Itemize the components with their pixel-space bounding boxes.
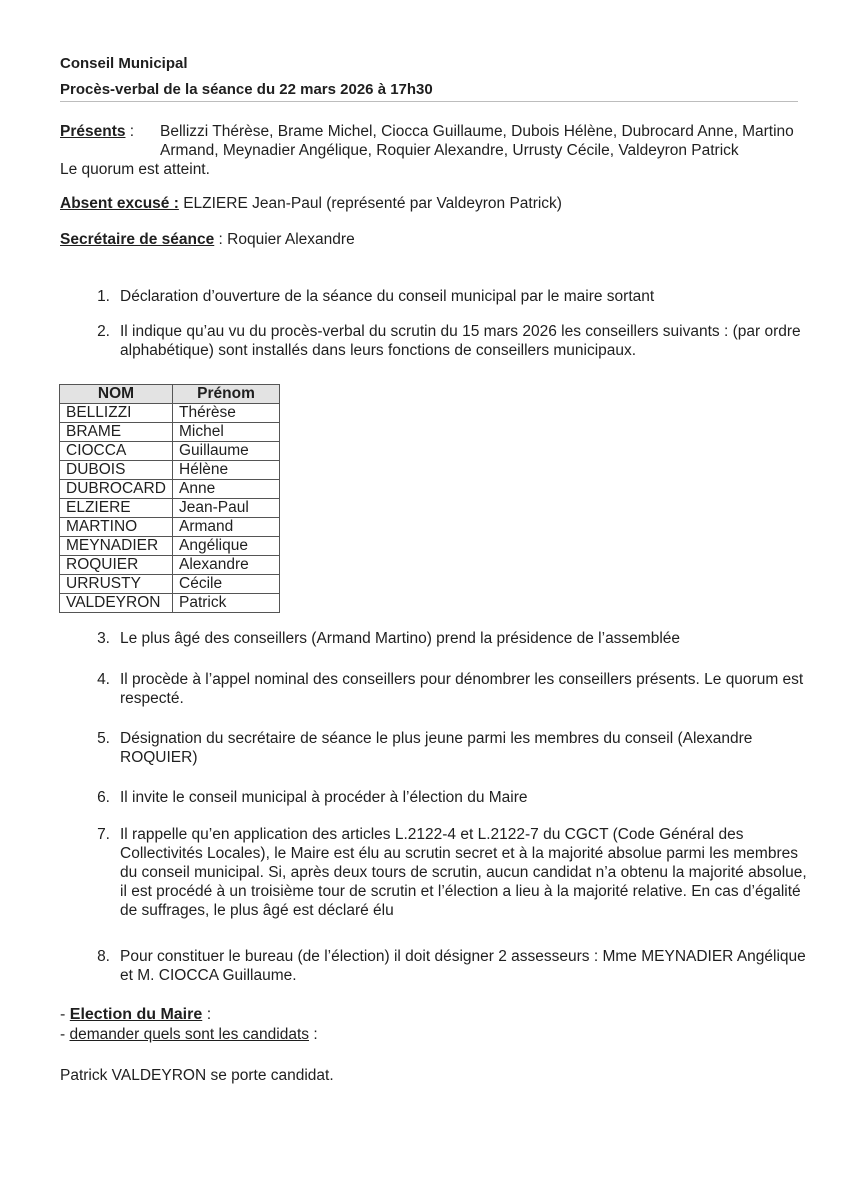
item-number: 3.: [97, 630, 110, 647]
cell-prenom: Patrick: [173, 594, 280, 613]
item-number: 5.: [97, 730, 110, 747]
cell-nom: URRUSTY: [60, 575, 173, 594]
item-number: 4.: [97, 671, 110, 688]
presents-label: Présents: [60, 123, 126, 140]
list-item: [80, 287, 810, 306]
cell-prenom: Armand: [173, 518, 280, 537]
item-number: 1.: [97, 288, 110, 305]
cell-nom: BRAME: [60, 423, 173, 442]
list-item: [80, 788, 810, 807]
councillors-table: [59, 384, 280, 613]
cell-prenom: Anne: [173, 480, 280, 499]
election-dash: -: [60, 1006, 70, 1023]
item-text: Pour constituer le bureau (de l’élection) il doit désigner 2 assesseurs : Mme MEYNADIER Angélique et M. CIOCCA Guillaume.: [120, 948, 806, 984]
absent-line: [60, 194, 562, 213]
presents-sep: :: [125, 123, 135, 140]
item-text: Il invite le conseil municipal à procéder à l’élection du Maire: [120, 789, 528, 806]
cell-nom: ELZIERE: [60, 499, 173, 518]
cell-nom: DUBROCARD: [60, 480, 173, 499]
presents-label-line: [60, 122, 134, 141]
col-header-nom: NOM: [60, 385, 173, 404]
list-item: [80, 729, 810, 767]
presents-line-2: Armand, Meynadier Angélique, Roquier Alexandre, Urrusty Cécile, Valdeyron Patrick: [160, 142, 739, 159]
cell-prenom: Hélène: [173, 461, 280, 480]
list-item: [80, 670, 810, 708]
item-text: Il indique qu’au vu du procès-verbal du scrutin du 15 mars 2026 les conseillers suivants : (par ordre alphabétique) sont installés dans leurs fonctions de conseillers municipaux.: [120, 323, 801, 359]
cell-prenom: Thérèse: [173, 404, 280, 423]
presents-list: [160, 122, 810, 160]
absent-text: ELZIERE Jean-Paul (représenté par Valdeyron Patrick): [178, 195, 562, 212]
ask-candidates-line: [60, 1025, 318, 1044]
absent-label: Absent excusé :: [60, 195, 179, 212]
item-number: 7.: [97, 826, 110, 843]
cell-prenom: Jean-Paul: [173, 499, 280, 518]
table-row: [60, 518, 280, 537]
list-item: [80, 947, 810, 985]
table-row: [60, 499, 280, 518]
item-number: 2.: [97, 323, 110, 340]
cell-prenom: Michel: [173, 423, 280, 442]
table-row: [60, 404, 280, 423]
cell-nom: DUBOIS: [60, 461, 173, 480]
item-number: 6.: [97, 789, 110, 806]
list-item: [80, 629, 810, 648]
item-text: Désignation du secrétaire de séance le plus jeune parmi les membres du conseil (Alexandre ROQUIER): [120, 730, 753, 766]
table-header-row: [60, 385, 280, 404]
table-row: [60, 556, 280, 575]
quorum-text: Le quorum est atteint.: [60, 161, 210, 178]
cell-prenom: Guillaume: [173, 442, 280, 461]
election-label: Election du Maire: [69, 1006, 203, 1023]
cell-nom: CIOCCA: [60, 442, 173, 461]
cell-prenom: Alexandre: [173, 556, 280, 575]
election-suffix: :: [202, 1006, 212, 1023]
table-row: [60, 423, 280, 442]
ask-dash: -: [60, 1026, 70, 1043]
cell-prenom: Angélique: [173, 537, 280, 556]
document-title: Procès-verbal de la séance du 22 mars 2026 à 17h30: [60, 81, 433, 98]
org-name: Conseil Municipal: [60, 55, 188, 72]
table-row: [60, 480, 280, 499]
list-item: [80, 825, 810, 920]
item-number: 8.: [97, 948, 110, 965]
cell-nom: BELLIZZI: [60, 404, 173, 423]
ask-suffix: :: [309, 1026, 318, 1043]
candidate-text: Patrick VALDEYRON se porte candidat.: [60, 1067, 334, 1084]
election-heading: [60, 1005, 211, 1024]
cell-nom: MARTINO: [60, 518, 173, 537]
item-text: Il procède à l’appel nominal des conseillers pour dénombrer les conseillers présents. Le quorum est respecté.: [120, 671, 804, 707]
secretaire-line: [60, 230, 355, 249]
cell-nom: ROQUIER: [60, 556, 173, 575]
cell-prenom: Cécile: [173, 575, 280, 594]
cell-nom: VALDEYRON: [60, 594, 173, 613]
secretaire-label: Secrétaire de séance: [60, 231, 215, 248]
item-text: Il rappelle qu’en application des articles L.2122-4 et L.2122-7 du CGCT (Code Général des Collectivités Locales), le Maire est élu au scrutin secret et à la majorité absolue parmi les membres du conseil municipal. Si, après deux tours de scrutin, aucun candidat n’a obtenu la majorité absolue, il est procédé à un troisième tour de scrutin et l’élection a lieu à la majorité relative. En cas d’égalité de suffrages, le plus âgé est déclaré élu: [120, 826, 807, 919]
table-row: [60, 461, 280, 480]
table-row: [60, 575, 280, 594]
header-divider: [60, 101, 798, 102]
presents-line-1: Bellizzi Thérèse, Brame Michel, Ciocca Guillaume, Dubois Hélène, Dubrocard Anne, Martino: [160, 123, 794, 140]
table-row: [60, 594, 280, 613]
item-text: Le plus âgé des conseillers (Armand Martino) prend la présidence de l’assemblée: [120, 630, 681, 647]
cell-nom: MEYNADIER: [60, 537, 173, 556]
table-row: [60, 537, 280, 556]
ask-candidates: demander quels sont les candidats: [69, 1026, 310, 1043]
table-row: [60, 442, 280, 461]
list-item: [80, 322, 810, 360]
secretaire-text: : Roquier Alexandre: [214, 231, 355, 248]
col-header-prenom: Prénom: [173, 385, 280, 404]
item-text: Déclaration d’ouverture de la séance du conseil municipal par le maire sortant: [120, 288, 655, 305]
